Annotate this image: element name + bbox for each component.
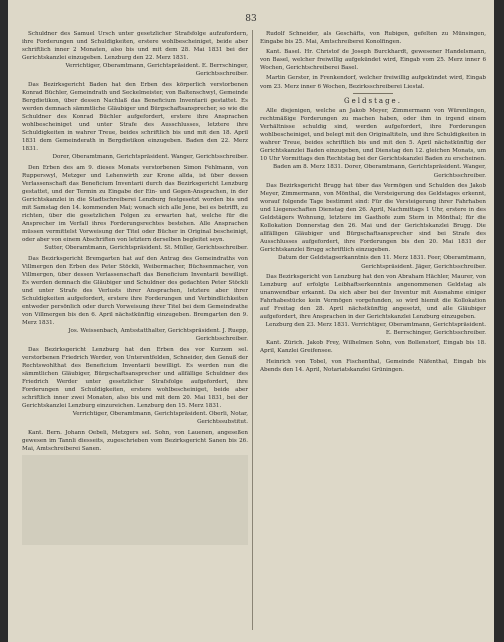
- notice-signature: Verrichtiger, Oberamtmann, Gerichtspräsident. E. Berrschinger, Gerichtsschreiber.: [65, 63, 248, 78]
- notice-text: Das Bezirksgericht Lenzburg hat den Erben des vor Kurzem sel. verstorbenen Friedrich Werder, von Unterentfelden, Schneider, den Genuß der Rechtswohlthat des Beneficium Inventarii bewilligt. Es werden nun die sämmtlichen Gläubiger, Bürgschaftsansprecher und allfällige Schuldner des Friedrich Werder unter gesetzlicher Strafsfolge aufgefordert, ihre Forderungen und Schuldigkeiten, erstere wohlbescheiniget, beide aber schriftlich inner zwei Monaten, also bis und mit dem 20. Mai 1831, bei der Gerichtskanzlei Lenzburg einzureichen. Lenzburg den 15. Merz 1831.: [22, 346, 248, 410]
- notice-entry: [22, 30, 248, 79]
- notice-text: Das Bezirksgericht von Lenzburg hat den von Abraham Hächler, Maurer, von Lenzburg auf erfolgte Leibhaftserkenntnis angenommenen Geldstag als unanwendbar erkannt. Da sich aber bei der Inventur mit Ausnahme einiger Fahrhabestücke kein Vermögen vorgefunden, so wird hiemit die Kollokation auf Freitag den 28. April nächstkünftig angesetzt, und alle Gläubiger aufgefordert, ihre Ansprachen in der Gerichtskanzlei Lenzburg einzugeben.: [260, 273, 486, 321]
- section-heading: Geldstage.: [344, 96, 402, 105]
- notice-entry: [22, 255, 248, 344]
- notice-signature: Baden am 8. Merz 1831. Dorer, Oberamtmann, Gerichtspräsident. Wanger, Gerichtsschreiber.: [273, 164, 486, 179]
- page-number: 83: [245, 14, 257, 24]
- notice-entry: [260, 30, 486, 46]
- notice-text: Das Bezirksgericht Brugg hat über das Vermögen und Schulden des Jakob Meyer, Zimmermann, von Mönthal, die Versteigerung des Geldstages erkennt, worauf folgende Tage bestimmt sind: Für die Versteigerung ihrer Fahrhaben und Liegenschaften Dienstag den 26. April, Nachmittags 1 Uhr, erstere in des Geldstägers Wohnung, letztere im Gasthofe zum Stern in Mönthal; für die Kollokation Donnerstag den 26. Mai und der Gerichtskanzlei Brugg. Die allfälligen Gläubiger und Bürgschaftsansprecher sind bei Strafe des Ausschlusses aufgefordert, ihre Forderungen bis den 20. Mai 1831 der Gerichtskanzlei Brugg schriftlich einzugeben.: [260, 182, 486, 254]
- notice-text: Den Erben des am 9. dieses Monats verstorbenen Simon Fehlmann, von Rupperswyl, Metzger und Lehenwirth zur Krone allda, ist über dessen Verlassenschaft das Beneficium Inventarii durch das Bezirksgericht Lenzburg gestattet, und der Termin zu Eingabe der Ein- und Gegen-Ansprachen, in der Gerichtskanzlei in die Stadtschreiberei Lenzburg festgesetzt worden bis und mit Samstag den 14. kommenden Mai; wonach sich alle Jene, bei es betrifft, zu richten, über die gesetzlichen Folgen zu erwarten hat, welche für die Ansprecher im Verfall ihres Forderungsrechtes bestehen. Alle Ansprachen müssen vermittelst Vorweisung der Titel oder Bücher in Original bescheinigt, oder aber von einem Abschriften von letztern derselben begleitet seyn.: [22, 164, 248, 244]
- notice-entry: [260, 107, 486, 180]
- document-page: [8, 0, 494, 642]
- notice-entry: [260, 182, 486, 271]
- notice-entry: [22, 164, 248, 253]
- column-divider: [252, 30, 253, 630]
- notice-entry: [260, 273, 486, 338]
- notice-signature: Dorer, Oberamtmann, Gerichtspräsident. Wanger, Gerichtsschreiber.: [52, 154, 248, 161]
- notice-text: Das Bezirksgericht Bremgarten hat auf den Antrag des Gemeindraths von Villmergen den Erben des Peter Stöckli, Weibermacher, Büchsenmacher, von Villmergen, über dessen Verlassenschaft das Beneficium Inventarii bewilligt. Es werden demnach die Gläubiger und Schuldner des gedachten Peter Stöckli und unter Strafe des Verlusts ihrer Ansprachen, letztere aber ihrer Schuldigkeiten aufgefordert, erstere ihre Forderungen und Verbindlichkeiten entweder persönlich oder durch Vorweisung ihrer Titel bei dem Gemeindrathe von Villmergen bis den 6. April nächstkünftig einzugeben. Bremgarten den 9. Merz 1831.: [22, 255, 248, 327]
- right-column: [260, 30, 486, 636]
- notice-entry: [260, 48, 486, 72]
- notice-entry: [260, 358, 486, 374]
- notice-text: Kant. Basel. Hr. Christof de Joseph Burckhardt, gewesener Handelsmann, von Basel, welcher freiwillig aufgekündet wird, Eingab vom 25. Merz inner 6 Wochen, Gerichtschreiberei Basel.: [260, 49, 486, 72]
- notice-entry: [22, 346, 248, 427]
- notice-text: Das Bezirksgericht Baden hat den Erben des körperlich verstorbenen Konrad Büchler, Gemeindrath und Seckelmeister, von Baltenschwyl, Gemeinde Bergdietikon, über dessen Nachlaß das Beneficium Inventarii gestattet. Es werden demnach sämmtliche Gläubiger und Bürgschaftsansprecher, so wie die Schuldner des Konrad Büchler aufgefordert, erstere ihre Ansprachen wohlbescheiniget und unter Strafe des Ausschlusses, letztere ihre Schuldigkeiten in wahrer Treue, beides schriftlich bis und mit den 18. April 1831 dem Gemeinderath in Bergdietikon einzugeben. Baden den 22. Merz 1831.: [22, 81, 248, 153]
- notice-text: Heinrich von Tobel, von Fischenthal, Gemeinde Näfenthal, Eingab bis Abends den 14. April, Notariatskanzlei Grüningen.: [260, 358, 486, 373]
- notice-signature: Sutter, Oberamtmann, Gerichtspräsident. St. Müller, Gerichtsschreiber.: [44, 245, 248, 252]
- notice-entry: [260, 74, 486, 90]
- notice-entry: [22, 81, 248, 162]
- left-column: [22, 30, 248, 636]
- notice-text: Rudolf Schneider, als Geschäfts, von Rubigen, gefelten zu Münsingen, Eingabe bis 25. Mai, Amtschreiberei Konolfingen.: [260, 31, 486, 46]
- notice-text: Kant. Bern. Johann Oebeli, Metzgers sel. Sohn, von Lauenen, angeseßen gewesen im Tannli diesseits, zugeschrieben vom Bezirksgericht Sanen bis 26. Mai, Amtschreiberei Sanen.: [22, 429, 248, 452]
- notice-signature: Verrichtiger, Oberamtmann, Gerichtspräsident. Oberli, Notar, Gerichtssubstitut.: [72, 411, 248, 426]
- notice-signature: Datum der Geldstagserkanntnis den 11. Merz 1831. Feer, Oberamtmann, Gerichtspräsident. Jäger, Gerichtsschreiber.: [278, 255, 486, 270]
- notice-entry: [22, 429, 248, 453]
- notice-text: Kant. Zürich. Jakob Frey, Wilhelmen Sohn, von Bollenstorf, Eingab bis 18. April, Kanzlei Greifensee.: [260, 340, 486, 355]
- notice-signature: Lenzburg den 23. Merz 1831. Verrichtiger, Oberamtmann, Gerichtspräsident. E. Berrschinger, Gerichtsschreiber.: [265, 322, 486, 337]
- notice-text: Alle diejenigen, welche an Jakob Meyer, Zimmermann von Würenlingen, rechtmäßige Forderungen zu machen haben, oder ihm in irgend einem Verhältnisse schuldig sind, werden aufgefordert, ihre Forderungen wohlbescheiniget, und belegt mit den Originaltiteln, und ihre Schuldigkeiten in wahrer Treue, beides schriftlich bis und mit den 5. April nächstkünftig der Gerichtskanzlei Baden einzugeben, und Dienstag den 12. gleichen Monats, um 10 Uhr Vormittags den Rechtstag bei der Gerichtskanzlei Baden zu erscheinen.: [260, 107, 486, 163]
- notice-text: Schuldner des Samuel Ursch unter gesetzlicher Strafsfolge aufzufordern, ihre Forderungen und Schuldigkeiten, erstere wohlbescheiniget, beide aber schriftlich inner 2 Monaten, also bis und mit dem 28. Mai 1831 bei der Gerichtskanzlei einzugeben. Lenzburg den 22. Merz 1831.: [22, 31, 248, 62]
- section-rule: [353, 93, 393, 94]
- notice-signature: Jos. Weissenbach, Amtsstatthalter, Gerichtspräsident. J. Ruepp, Gerichtsschreiber.: [68, 328, 248, 343]
- notice-text: Martin Gerster, in Frenkendorf, welcher freiwillig aufgekündet wird, Eingab vom 23. Merz inner 6 Wochen, Bezirksschreiberei Liestal.: [260, 75, 486, 90]
- notice-entry: [260, 339, 486, 355]
